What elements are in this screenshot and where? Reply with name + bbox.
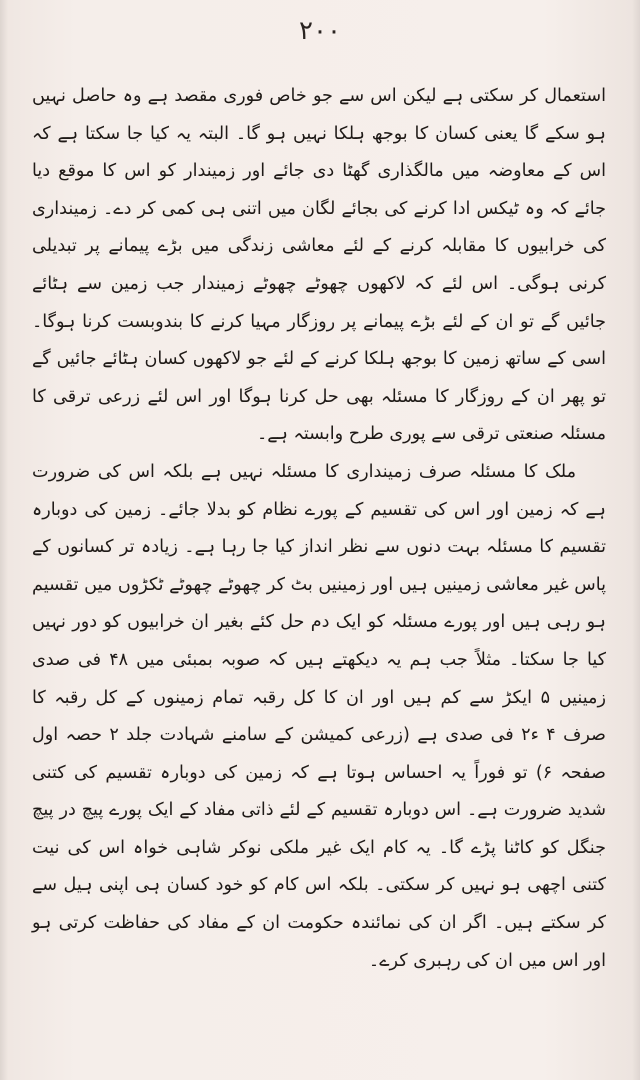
paragraph-2: ملک کا مسئلہ صرف زمینداری کا مسئلہ نہیں ہے بلکہ اس کی ضرورت ہے کہ زمین اور اس کی تقسیم کے پورے نظام کو بدلا جائے۔ زمین کی دوبارہ تقسیم کا مسئلہ بہت دنوں سے نظر انداز کیا جا رہا ہے۔ زیادہ تر کسانوں کے پاس غیر معاشی زمینیں ہیں اور زمینیں بٹ کر چھوٹے چھوٹے ٹکڑوں میں تقسیم ہو رہی ہیں اور پورے مسئلہ کو ایک دم حل کئے بغیر ان خرابیوں کو دور نہیں کیا جا سکتا۔ مثلاً جب ہم یہ دیکھتے ہیں کہ صوبہ بمبئی میں ۴۸ فی صدی زمینیں ۵ ایکڑ سے کم ہیں اور ان کا کل رقبہ تمام زمینوں کے کل رقبہ کا صرف ۴ ء۲ فی صدی ہے (زرعی کمیشن کے سامنے شہادت جلد ۲ حصہ اول صفحہ ۶) تو فوراً یہ احساس ہوتا ہے کہ زمین کی دوبارہ تقسیم کی کتنی شدید ضرورت ہے۔ اس دوبارہ تقسیم کے لئے ذاتی مفاد کے ایک پورے پیچ در پیچ جنگل کو کاٹنا پڑے گا۔ یہ کام ایک غیر ملکی نوکر شاہی خواہ اس کی نیت کتنی اچھی ہو نہیں کر سکتی۔ بلکہ اس کام کو خود کسان ہی اپنی ہیل سے کر سکتے ہیں۔ اگر ان کی نمائندہ حکومت ان کے مفاد کی حفاظت کرتی ہو اور اس میں ان کی رہبری کرے۔ (32, 461, 606, 971)
paragraph-1: استعمال کر سکتی ہے لیکن اس سے جو خاص فوری مقصد ہے وہ حاصل نہیں ہو سکے گا یعنی کسان کا بوجھ ہلکا نہیں ہو گا۔ البتہ یہ کیا جا سکتا ہے کہ اس کے معاوضہ میں مالگذاری گھٹا دی جائے اور زمیندار کو اس کا موقع دیا جائے کہ وہ ٹیکس ادا کرنے کی بجائے لگان میں اتنی ہی کمی کر دے۔ زمینداری کی خرابیوں کا مقابلہ کرنے کے لئے معاشی زندگی میں بڑے پیمانے پر تبدیلی کرنی ہوگی۔ اس لئے کہ لاکھوں چھوٹے چھوٹے زمیندار جب زمین سے ہٹائے جائیں گے تو ان کے لئے بڑے پیمانے پر روزگار مہیا کرنے کا بندوبست کرنا ہوگا۔ اسی کے ساتھ زمین کا بوجھ ہلکا کرنے کے لئے جو لاکھوں کسان ہٹائے جائیں گے تو پھر ان کے روزگار کا مسئلہ بھی حل کرنا ہوگا اور اس لئے زرعی ترقی کا مسئلہ صنعتی ترقی سے پوری طرح وابستہ ہے۔ (32, 86, 606, 445)
page-edge-shadow-right (632, 0, 640, 1080)
page-number: ۲۰۰ (299, 16, 341, 46)
page-edge-shadow-left (0, 0, 8, 1080)
body-text (32, 78, 606, 980)
